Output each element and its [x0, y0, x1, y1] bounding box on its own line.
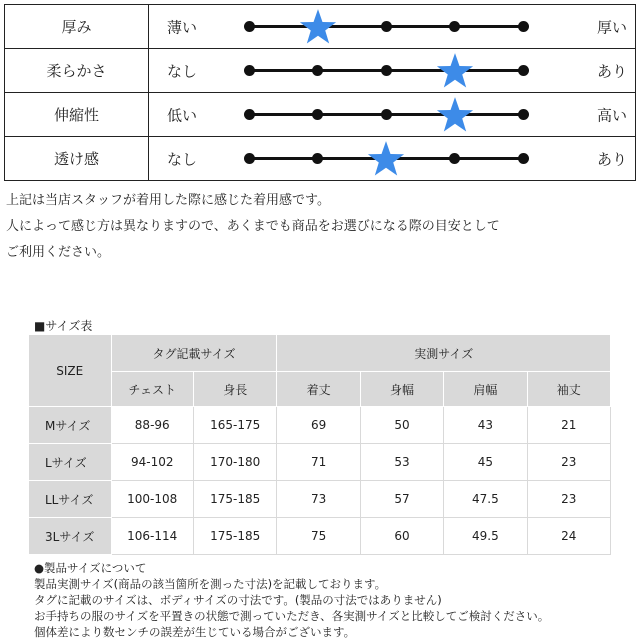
shoulder-value: 47.5 [444, 481, 527, 518]
size-label: Mサイズ [29, 407, 112, 444]
scale-high-label: あり [596, 150, 627, 168]
scale-dot [518, 153, 529, 164]
height-value: 170-180 [193, 444, 276, 481]
size-header: SIZE [29, 335, 112, 407]
size-table [28, 334, 611, 555]
feel-attribute-label: 透け感 [5, 137, 149, 181]
feel-row [5, 49, 636, 93]
feel-attribute-label: 伸縮性 [5, 93, 149, 137]
scale-dot [449, 21, 460, 32]
height-value: 175-185 [193, 518, 276, 555]
tag-size-header: タグ記載サイズ [111, 335, 277, 372]
size-row [29, 518, 611, 555]
height-value: 175-185 [193, 481, 276, 518]
size-row [29, 444, 611, 481]
scale-high-label: 厚い [596, 18, 627, 36]
size-label: LLサイズ [29, 481, 112, 518]
chest-value: 100-108 [111, 481, 193, 518]
height-header: 身長 [193, 372, 276, 407]
feel-scale [149, 93, 636, 137]
sleeve-value: 23 [527, 481, 610, 518]
scale-low-label: なし [167, 62, 198, 80]
sleeve-value: 23 [527, 444, 610, 481]
shoulder-value: 49.5 [444, 518, 527, 555]
feel-scale [149, 5, 636, 49]
sleeve-header: 袖丈 [527, 372, 610, 407]
feel-note-line-1: 上記は当店スタッフが着用した際に感じた着用感です。 [6, 193, 330, 208]
body-width-value: 53 [360, 444, 443, 481]
scale-low-label: 低い [167, 106, 198, 124]
measured-size-header: 実測サイズ [277, 335, 611, 372]
shoulder-value: 45 [444, 444, 527, 481]
length-value: 69 [277, 407, 360, 444]
body-width-header: 身幅 [360, 372, 443, 407]
footnote-line-4: 個体差により数センチの誤差が生じている場合がございます。 [34, 625, 356, 639]
chest-header: チェスト [111, 372, 193, 407]
feel-row [5, 137, 636, 181]
length-header: 着丈 [277, 372, 360, 407]
size-label: Lサイズ [29, 444, 112, 481]
length-value: 73 [277, 481, 360, 518]
footnote-line-3: お手持ちの服のサイズを平置きの状態で測っていただき、各実測サイズと比較してご検討ください。 [34, 609, 550, 623]
size-label: 3Lサイズ [29, 518, 112, 555]
feel-attribute-label: 厚み [5, 5, 149, 49]
scale-dot [312, 65, 323, 76]
chest-value: 106-114 [111, 518, 193, 555]
height-value: 165-175 [193, 407, 276, 444]
feel-scale [149, 137, 636, 181]
scale-dot [381, 65, 392, 76]
scale-dot [244, 153, 255, 164]
scale-dot [244, 109, 255, 120]
scale-dot [381, 21, 392, 32]
scale-dot [244, 65, 255, 76]
wearing-feel-table [4, 4, 636, 181]
feel-note-line-3: ご利用ください。 [6, 245, 111, 260]
size-row [29, 481, 611, 518]
sleeve-value: 24 [527, 518, 610, 555]
chest-value: 88-96 [111, 407, 193, 444]
scale-high-label: あり [596, 62, 627, 80]
feel-attribute-label: 柔らかさ [5, 49, 149, 93]
length-value: 71 [277, 444, 360, 481]
shoulder-header: 肩幅 [444, 372, 527, 407]
scale-dot [381, 109, 392, 120]
feel-row [5, 93, 636, 137]
size-row [29, 407, 611, 444]
body-width-value: 60 [360, 518, 443, 555]
feel-row [5, 5, 636, 49]
scale-low-label: なし [167, 150, 198, 168]
scale-low-label: 薄い [167, 18, 198, 36]
size-table-title: ■サイズ表 [34, 319, 93, 333]
scale-dot [518, 65, 529, 76]
footnote-line-2: タグに記載のサイズは、ボディサイズの寸法です。(製品の寸法ではありません) [34, 593, 442, 607]
body-width-value: 57 [360, 481, 443, 518]
scale-star-icon [436, 96, 474, 134]
scale-star-icon [436, 52, 474, 90]
sleeve-value: 21 [527, 407, 610, 444]
scale-dot [244, 21, 255, 32]
footnote-line-1: 製品実測サイズ(商品の該当箇所を測った寸法)を記載しております。 [34, 577, 387, 591]
body-width-value: 50 [360, 407, 443, 444]
scale-dot [518, 109, 529, 120]
feel-note-line-2: 人によって感じ方は異なりますので、あくまでも商品をお選びになる際の目安として [6, 219, 500, 234]
scale-dot [518, 21, 529, 32]
scale-dot [312, 153, 323, 164]
feel-scale [149, 49, 636, 93]
scale-star-icon [367, 140, 405, 178]
shoulder-value: 43 [444, 407, 527, 444]
chest-value: 94-102 [111, 444, 193, 481]
length-value: 75 [277, 518, 360, 555]
scale-dot [312, 109, 323, 120]
footnote-heading: ●製品サイズについて [34, 561, 147, 575]
scale-dot [449, 153, 460, 164]
scale-star-icon [299, 8, 337, 46]
scale-high-label: 高い [596, 106, 627, 124]
